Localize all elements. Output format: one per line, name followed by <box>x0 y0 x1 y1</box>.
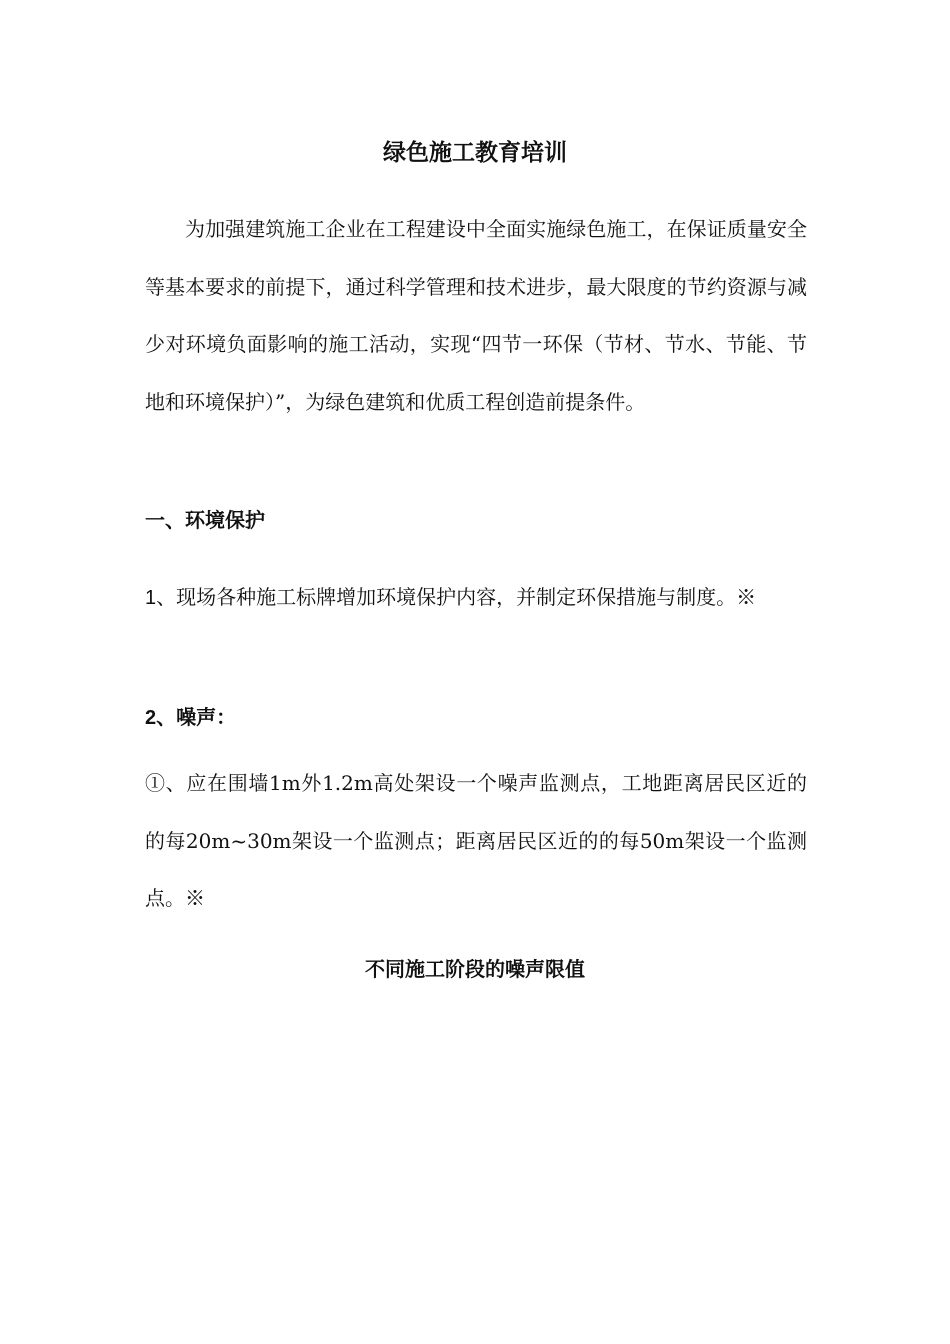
noise-monitoring-paragraph: ①、应在围墙1m外1.2m高处架设一个噪声监测点，工地距离居民区近的的每20m~30m架设一个监测点；距离居民区近的的每50m架设一个监测点。※ <box>145 771 807 910</box>
document-title: 绿色施工教育培训 <box>383 139 567 166</box>
subheading-noise <box>145 700 807 735</box>
section-heading-environment: 一、环境保护 <box>145 508 265 532</box>
subheading-number: 2 <box>145 707 157 729</box>
item-text: 、现场各种施工标牌增加环境保护内容，并制定环保措施与制度。※ <box>156 585 757 609</box>
subheading-text: 、噪声： <box>156 705 237 729</box>
table-title: 不同施工阶段的噪声限值 <box>365 957 585 981</box>
item-number: 1 <box>145 587 157 609</box>
item-signage <box>145 569 807 628</box>
intro-paragraph: 为加强建筑施工企业在工程建设中全面实施绿色施工，在保证质量安全等基本要求的前提下，通过科学管理和技术进步，最大限度的节约资源与减少对环境负面影响的施工活动，实现“四节一环保（节材、节水、节能、节地和环境保护）”，为绿色建筑和优质工程创造前提条件。 <box>145 217 807 414</box>
